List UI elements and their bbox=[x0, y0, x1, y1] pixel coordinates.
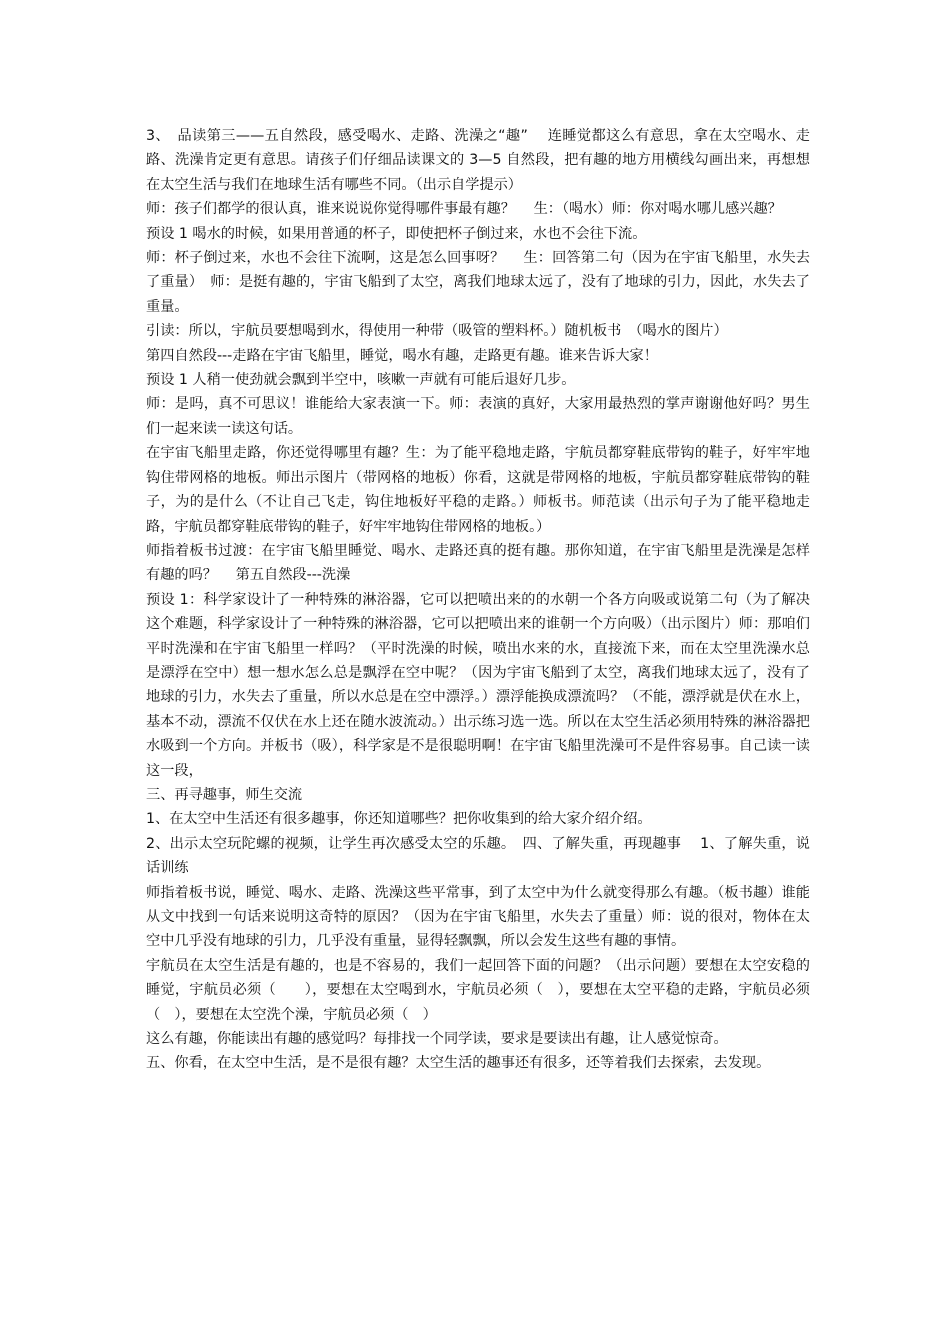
paragraph-preset-floating: 预设 1 人稍一使劲就会飘到半空中，咳嗽一声就有可能后退好几步。 bbox=[146, 372, 576, 389]
paragraph-hooked-shoes: 在宇宙飞船里走路，你还觉得哪里有趣？生：为了能平稳地走路，宇航员都穿鞋底带钩的鞋子，好牢牢地钩住带网格的地板。师出示图片（带网格的地板）你看，这就是带网格的地板，宇航员都穿鞋底带钩的鞋子，为的是什么（不让自己飞走，钩住地板好平稳的走路。）师板书。师范读（出示句子为了能平稳地走路，宇航员都穿鞋底带钩的鞋子，好牢牢地钩住带网格的地板。） bbox=[146, 445, 810, 535]
paragraph-cup-upside-down: 师：杯子倒过来，水也不会往下流啊，这是怎么回事呀？ 生：回答第二句（因为在宇宙飞船里，水失去了重量） 师：是挺有趣的，宇宙飞船到了太空，离我们地球太远了，没有了地球的引力，因此，水失去了重量。 bbox=[146, 250, 810, 315]
section-heading-three: 三、再寻趣事，师生交流 bbox=[146, 786, 303, 803]
list-item-one: 1、在太空中生活还有很多趣事，你还知道哪些？把你收集到的给大家介绍介绍。 bbox=[146, 811, 652, 828]
paragraph-weightlessness: 师指着板书说，睡觉、喝水、走路、洗澡这些平常事，到了太空中为什么就变得那么有趣。（板书趣）谁能从文中找到一句话来说明这奇特的原因？（因为在宇宙飞船里，水失去了重量）师：说的很对，物体在太空中几乎没有地球的引力，几乎没有重量，显得轻飘飘，所以会发生这些有趣的事情。 bbox=[146, 884, 810, 950]
list-item-two: 2、出示太空玩陀螺的视频，让学生再次感受太空的乐趣。 四、了解失重，再现趣事 1、了解失重，说话训练 bbox=[146, 835, 810, 877]
section-heading-five: 五、你看，在太空中生活，是不是很有趣？太空生活的趣事还有很多，还等着我们去探索，去发现。 bbox=[146, 1055, 771, 1072]
paragraph-teacher-question: 师：孩子们都学的很认真，谁来说说你觉得哪件事最有趣？ 生：（喝水）师：你对喝水哪儿感兴趣？ bbox=[146, 201, 782, 218]
paragraph-guided-reading: 引读：所以，宇航员要想喝到水，得使用一种带（吸管的塑料杯。）随机板书 （喝水的图片） bbox=[146, 323, 728, 340]
paragraph-preset-shower: 预设 1：科学家设计了一种特殊的淋浴器，它可以把喷出来的的水朝一个各方向吸或说第二句（为了解决这个难题，科学家设计了一种特殊的淋浴器，它可以把喷出来的谁朝一个方向吸）（出示图片）师：那咱们平时洗澡和在宇宙飞船里一样吗？（平时洗澡的时候，喷出水来的水，直接流下来，而在太空里洗澡水总是漂浮在空中）想一想水怎么总是飘浮在空中呢？（因为宇宙飞船到了太空，离我们地球太远了，没有了地球的引力，水失去了重量，所以水总是在空中漂浮。）漂浮能换成漂流吗？（不能，漂浮就是伏在水上，基本不动，漂流不仅伏在水上还在随水波流动。）出示练习选一选。所以在太空生活必须用特殊的淋浴器把水吸到一个方向。并板书（吸），科学家是不是很聪明啊！在宇宙飞船里洗澡可不是件容易事。自己读一读这一段， bbox=[146, 591, 810, 779]
paragraph-read-aloud: 这么有趣，你能读出有趣的感觉吗？每排找一个同学读，要求是要读出有趣，让人感觉惊奇。 bbox=[146, 1031, 728, 1048]
paragraph-transition-bathing: 师指着板书过渡：在宇宙飞船里睡觉、喝水、走路还真的挺有趣。那你知道，在宇宙飞船里是洗澡是怎样有趣的吗？ 第五自然段---洗澡 bbox=[146, 542, 810, 584]
paragraph-performance: 师：是吗，真不可思议！谁能给大家表演一下。师：表演的真好，大家用最热烈的掌声谢谢他好吗？男生们一起来读一读这句话。 bbox=[146, 396, 810, 437]
paragraph-fourth-section-walking: 第四自然段---走路在宇宙飞船里，睡觉，喝水有趣，走路更有趣。谁来告诉大家！ bbox=[146, 347, 658, 364]
document-page bbox=[146, 124, 810, 1076]
paragraph-reading-task: 3、 品读第三——五自然段，感受喝水、走路、洗澡之“趣” 连睡觉都这么有意思，拿在太空喝水、走路、洗澡肯定更有意思。请孩子们仔细品读课文的 3—5 自然段，把有趣的地方用横线勾画出来，再想想在太空生活与我们在地球生活有哪些不同。（出示自学提示） bbox=[146, 128, 810, 193]
paragraph-preset-drinking: 预设 1 喝水的时候，如果用普通的杯子，即使把杯子倒过来，水也不会往下流。 bbox=[146, 225, 647, 242]
paragraph-fill-in-questions: 宇航员在太空生活是有趣的，也是不容易的，我们一起回答下面的问题？（出示问题）要想在太空安稳的睡觉，宇航员必须（ ），要想在太空喝到水，宇航员必须（ ），要想在太空平稳的走路，宇航员必须（ ），要想在太空洗个澡，宇航员必须（ ） bbox=[146, 957, 810, 1023]
